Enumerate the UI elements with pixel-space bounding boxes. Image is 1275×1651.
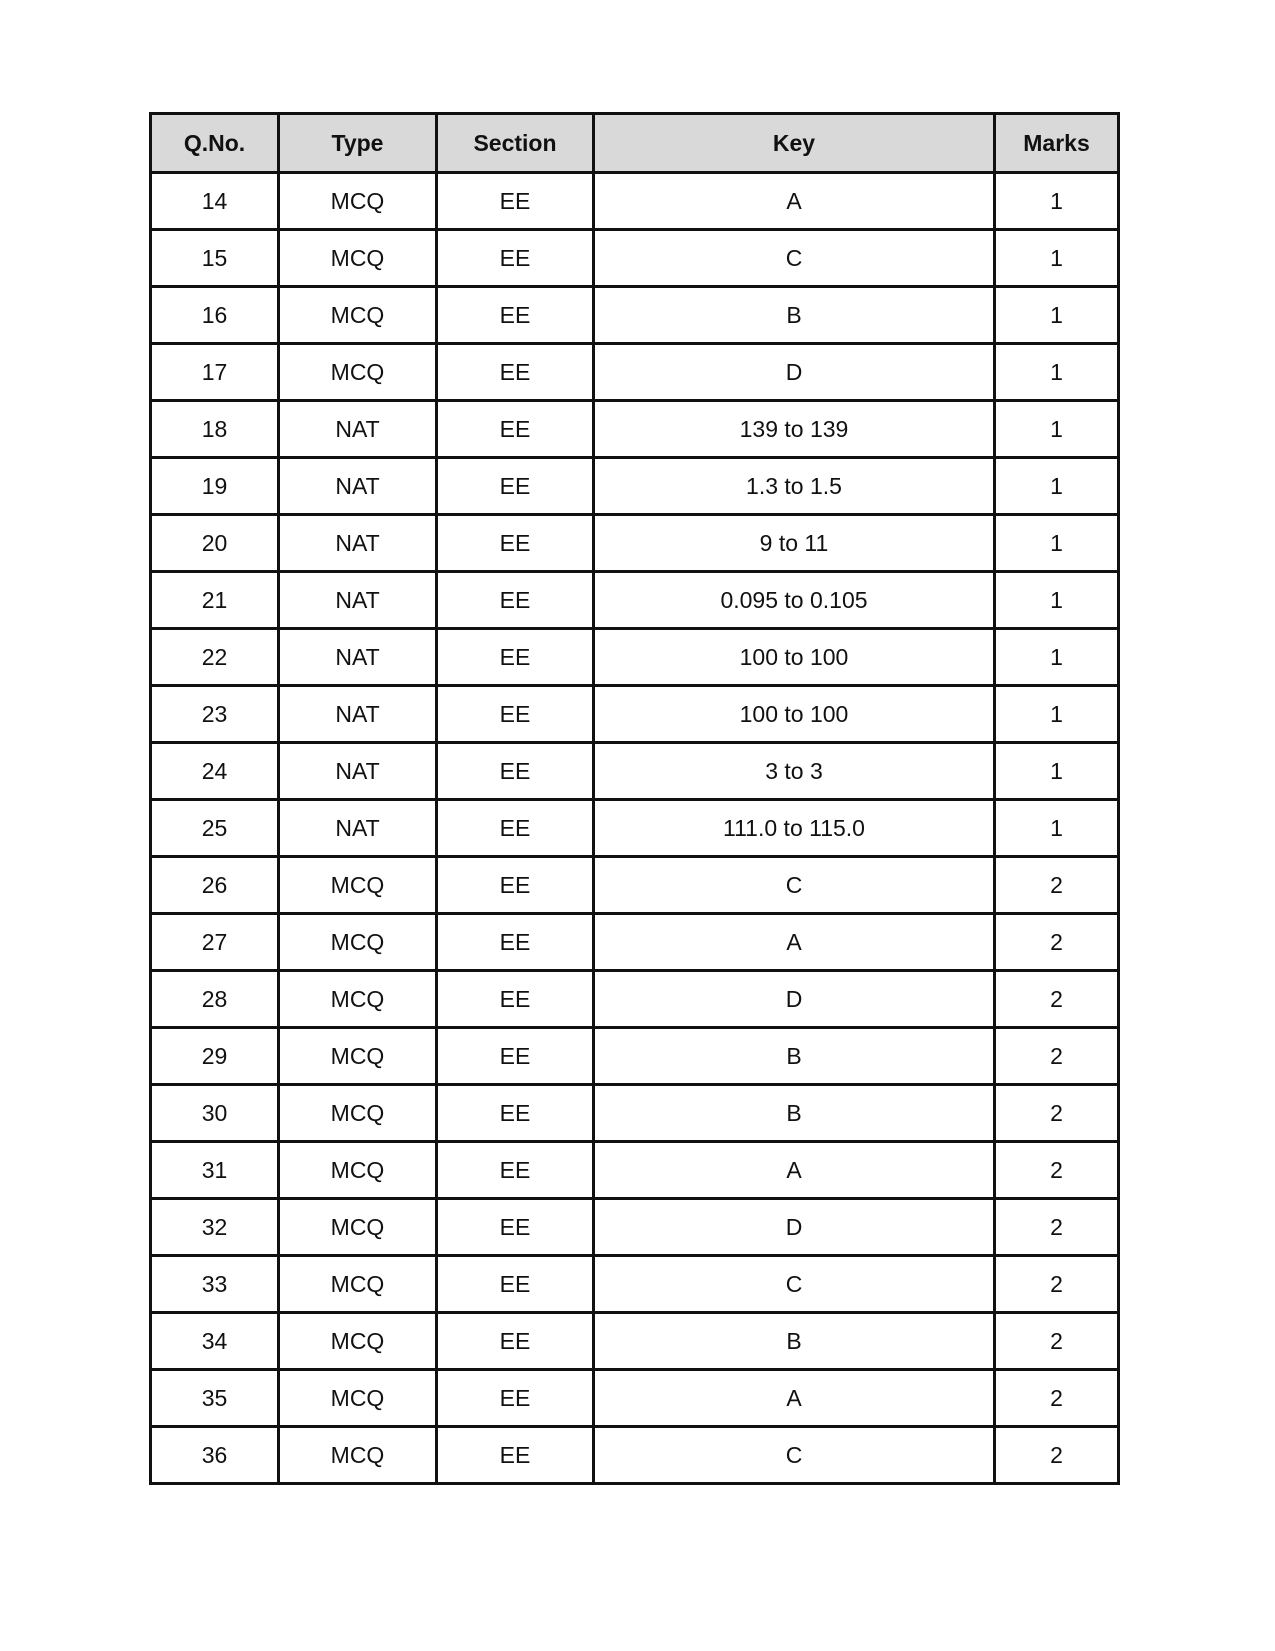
header-marks: Marks <box>995 114 1119 173</box>
cell-type: MCQ <box>279 1313 437 1370</box>
cell-key: C <box>594 1427 995 1484</box>
cell-type: MCQ <box>279 1085 437 1142</box>
cell-qno: 17 <box>151 344 279 401</box>
cell-type: MCQ <box>279 914 437 971</box>
cell-marks: 1 <box>995 629 1119 686</box>
cell-qno: 32 <box>151 1199 279 1256</box>
cell-section: EE <box>437 344 594 401</box>
cell-marks: 2 <box>995 971 1119 1028</box>
cell-type: MCQ <box>279 1142 437 1199</box>
cell-type: MCQ <box>279 287 437 344</box>
cell-key: B <box>594 1313 995 1370</box>
cell-type: NAT <box>279 572 437 629</box>
cell-section: EE <box>437 1142 594 1199</box>
cell-marks: 2 <box>995 1085 1119 1142</box>
table-row <box>151 401 1119 458</box>
cell-marks: 2 <box>995 857 1119 914</box>
cell-type: MCQ <box>279 857 437 914</box>
table-row <box>151 515 1119 572</box>
header-section: Section <box>437 114 594 173</box>
cell-key: 100 to 100 <box>594 629 995 686</box>
cell-key: 0.095 to 0.105 <box>594 572 995 629</box>
cell-key: B <box>594 287 995 344</box>
cell-section: EE <box>437 1427 594 1484</box>
cell-key: B <box>594 1028 995 1085</box>
header-qno: Q.No. <box>151 114 279 173</box>
cell-key: 9 to 11 <box>594 515 995 572</box>
cell-section: EE <box>437 857 594 914</box>
cell-marks: 1 <box>995 287 1119 344</box>
cell-section: EE <box>437 458 594 515</box>
cell-qno: 27 <box>151 914 279 971</box>
cell-qno: 28 <box>151 971 279 1028</box>
cell-type: NAT <box>279 515 437 572</box>
cell-qno: 26 <box>151 857 279 914</box>
table-row <box>151 1142 1119 1199</box>
cell-key: D <box>594 971 995 1028</box>
cell-key: D <box>594 1199 995 1256</box>
cell-section: EE <box>437 230 594 287</box>
cell-section: EE <box>437 1028 594 1085</box>
cell-key: 3 to 3 <box>594 743 995 800</box>
cell-section: EE <box>437 173 594 230</box>
cell-qno: 18 <box>151 401 279 458</box>
cell-type: NAT <box>279 401 437 458</box>
cell-marks: 2 <box>995 1370 1119 1427</box>
cell-section: EE <box>437 971 594 1028</box>
cell-marks: 1 <box>995 173 1119 230</box>
cell-key: A <box>594 1142 995 1199</box>
cell-marks: 2 <box>995 1142 1119 1199</box>
cell-qno: 34 <box>151 1313 279 1370</box>
cell-key: D <box>594 344 995 401</box>
cell-marks: 2 <box>995 914 1119 971</box>
cell-type: NAT <box>279 800 437 857</box>
cell-section: EE <box>437 1199 594 1256</box>
table-row <box>151 1028 1119 1085</box>
cell-key: 139 to 139 <box>594 401 995 458</box>
table-row <box>151 173 1119 230</box>
table-row <box>151 629 1119 686</box>
cell-section: EE <box>437 1370 594 1427</box>
table-row <box>151 572 1119 629</box>
cell-marks: 1 <box>995 230 1119 287</box>
cell-section: EE <box>437 1085 594 1142</box>
cell-section: EE <box>437 572 594 629</box>
cell-qno: 33 <box>151 1256 279 1313</box>
cell-type: MCQ <box>279 173 437 230</box>
cell-qno: 14 <box>151 173 279 230</box>
cell-section: EE <box>437 287 594 344</box>
cell-qno: 19 <box>151 458 279 515</box>
cell-qno: 23 <box>151 686 279 743</box>
answer-key-table <box>149 112 1120 1485</box>
cell-qno: 36 <box>151 1427 279 1484</box>
header-key: Key <box>594 114 995 173</box>
table-row <box>151 1199 1119 1256</box>
cell-qno: 20 <box>151 515 279 572</box>
cell-marks: 2 <box>995 1028 1119 1085</box>
cell-qno: 31 <box>151 1142 279 1199</box>
table-header <box>151 114 1119 173</box>
cell-key: A <box>594 914 995 971</box>
cell-section: EE <box>437 800 594 857</box>
cell-key: 100 to 100 <box>594 686 995 743</box>
cell-marks: 1 <box>995 344 1119 401</box>
table-row <box>151 1427 1119 1484</box>
cell-qno: 15 <box>151 230 279 287</box>
cell-type: MCQ <box>279 971 437 1028</box>
cell-key: A <box>594 1370 995 1427</box>
table-row <box>151 344 1119 401</box>
table-row <box>151 287 1119 344</box>
cell-type: MCQ <box>279 230 437 287</box>
cell-qno: 24 <box>151 743 279 800</box>
cell-key: 1.3 to 1.5 <box>594 458 995 515</box>
cell-section: EE <box>437 914 594 971</box>
cell-key: C <box>594 1256 995 1313</box>
cell-qno: 29 <box>151 1028 279 1085</box>
cell-type: MCQ <box>279 1370 437 1427</box>
cell-key: A <box>594 173 995 230</box>
cell-qno: 16 <box>151 287 279 344</box>
table-row <box>151 743 1119 800</box>
cell-marks: 1 <box>995 743 1119 800</box>
cell-type: MCQ <box>279 1427 437 1484</box>
cell-qno: 22 <box>151 629 279 686</box>
cell-marks: 2 <box>995 1427 1119 1484</box>
cell-marks: 1 <box>995 515 1119 572</box>
cell-key: B <box>594 1085 995 1142</box>
cell-type: NAT <box>279 743 437 800</box>
cell-type: MCQ <box>279 1199 437 1256</box>
cell-section: EE <box>437 401 594 458</box>
cell-marks: 1 <box>995 800 1119 857</box>
cell-marks: 1 <box>995 458 1119 515</box>
cell-marks: 2 <box>995 1199 1119 1256</box>
cell-marks: 1 <box>995 572 1119 629</box>
cell-type: NAT <box>279 629 437 686</box>
cell-type: NAT <box>279 686 437 743</box>
cell-marks: 1 <box>995 686 1119 743</box>
cell-qno: 35 <box>151 1370 279 1427</box>
table-row <box>151 800 1119 857</box>
cell-key: C <box>594 230 995 287</box>
cell-marks: 2 <box>995 1256 1119 1313</box>
cell-type: MCQ <box>279 1256 437 1313</box>
table-row <box>151 686 1119 743</box>
cell-type: MCQ <box>279 1028 437 1085</box>
table-row <box>151 1313 1119 1370</box>
header-row <box>151 114 1119 173</box>
cell-type: NAT <box>279 458 437 515</box>
table-row <box>151 1085 1119 1142</box>
cell-type: MCQ <box>279 344 437 401</box>
cell-section: EE <box>437 1256 594 1313</box>
cell-marks: 2 <box>995 1313 1119 1370</box>
table-row <box>151 230 1119 287</box>
cell-section: EE <box>437 515 594 572</box>
cell-marks: 1 <box>995 401 1119 458</box>
header-type: Type <box>279 114 437 173</box>
table-body <box>151 173 1119 1484</box>
cell-key: C <box>594 857 995 914</box>
table-row <box>151 1370 1119 1427</box>
table-row <box>151 1256 1119 1313</box>
cell-qno: 21 <box>151 572 279 629</box>
table-row <box>151 857 1119 914</box>
cell-qno: 25 <box>151 800 279 857</box>
cell-section: EE <box>437 686 594 743</box>
cell-key: 111.0 to 115.0 <box>594 800 995 857</box>
cell-section: EE <box>437 1313 594 1370</box>
table-row <box>151 458 1119 515</box>
cell-section: EE <box>437 743 594 800</box>
table-row <box>151 914 1119 971</box>
cell-qno: 30 <box>151 1085 279 1142</box>
cell-section: EE <box>437 629 594 686</box>
table-row <box>151 971 1119 1028</box>
